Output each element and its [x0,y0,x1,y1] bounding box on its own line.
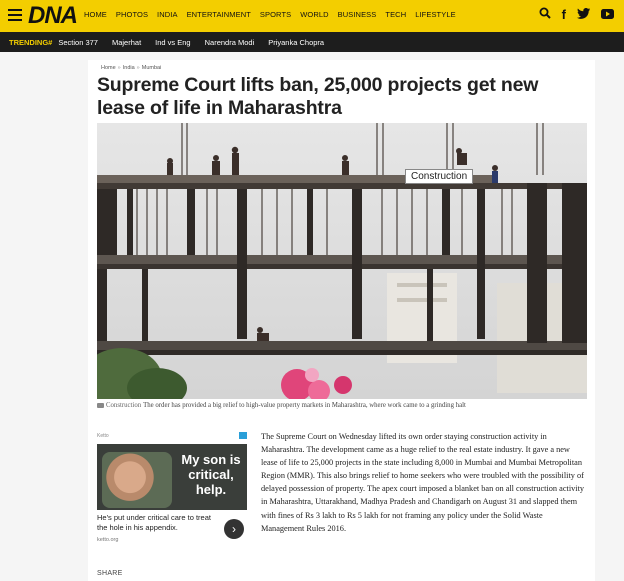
camera-icon [97,403,104,408]
ad-url: ketto.org [97,537,119,543]
image-tag: Construction [405,169,473,184]
image-caption [97,402,597,409]
trending-item[interactable]: Majerhat [111,37,142,47]
ad-photo-child [102,452,172,508]
facebook-icon[interactable]: f [561,7,566,22]
trending-item[interactable]: Section 377 [58,37,98,47]
nav-india[interactable]: INDIA [157,10,178,19]
share-label[interactable]: SHARE [97,570,123,577]
article-body: The Supreme Court on Wednesday lifted its own order staying construction activity in Maharashtra. The development came as a huge relief to the real estate industry. It gave a new lease of life to 25,000 projects in the state including 8,000 in Mumbai and Mumbai Metropolitan Region (MMR). This also brings relief to home seekers who were troubled with the possibility of delayed possession of property. The apex court imposed a blanket ban on all construction activity in Maharashtra, Uttarakhand, Madhya Pradesh and Chandigarh on August 31 and slapped them with fines of Rs 3 lakh to Rs 5 lakh for not framing any policy under the Solid Waste Management Rules 2016. [261,432,585,533]
breadcrumb-mumbai[interactable]: Mumbai [141,65,162,71]
nav-business[interactable]: BUSINESS [337,10,377,19]
breadcrumb: Home » India » Mumbai [101,65,162,71]
nav-world[interactable]: WORLD [300,10,329,19]
trending-item[interactable]: Priyanka Chopra [268,37,325,47]
trending-label: TRENDING# [9,37,53,47]
trending-bar [0,32,624,52]
breadcrumb-home[interactable]: Home [101,65,116,71]
social-icons [539,6,614,24]
twitter-icon[interactable] [577,6,590,24]
top-navigation-bar [0,0,624,32]
nav-photos[interactable]: PHOTOS [115,10,149,19]
search-icon[interactable] [539,6,551,24]
ad-brand: Ketto [97,433,109,439]
caption-tag: Construction [106,402,142,409]
main-nav [84,10,465,19]
hamburger-menu-icon[interactable] [8,9,22,21]
ad-image[interactable] [97,444,247,510]
article-card [88,60,595,581]
ad-text: He's put under critical care to treat the hole in his appendix. [97,513,211,532]
construction-photo [97,123,587,399]
youtube-icon[interactable] [601,6,614,24]
dna-logo[interactable]: DNA [28,2,77,29]
nav-tech[interactable]: TECH [385,10,407,19]
trending-item[interactable]: Narendra Modi [204,37,255,47]
trending-item[interactable]: Ind vs Eng [155,37,191,47]
nav-entertainment[interactable]: ENTERTAINMENT [186,10,251,19]
nav-lifestyle[interactable]: LIFESTYLE [415,10,456,19]
nav-home[interactable]: HOME [84,10,107,19]
ad-arrow-icon[interactable]: › [224,519,244,539]
advertisement[interactable] [97,431,247,559]
adchoices-icon[interactable] [239,432,247,439]
ad-headline: My son is critical, help. [181,452,241,497]
breadcrumb-india[interactable]: India [122,65,135,71]
hero-image [97,123,587,399]
caption-text: The order has provided a big relief to high-value property markets in Maharashtra, where work came to a grinding halt [143,402,466,409]
article-headline: Supreme Court lifts ban, 25,000 projects get new lease of life in Maharashtra [97,74,539,119]
nav-sports[interactable]: SPORTS [259,10,292,19]
